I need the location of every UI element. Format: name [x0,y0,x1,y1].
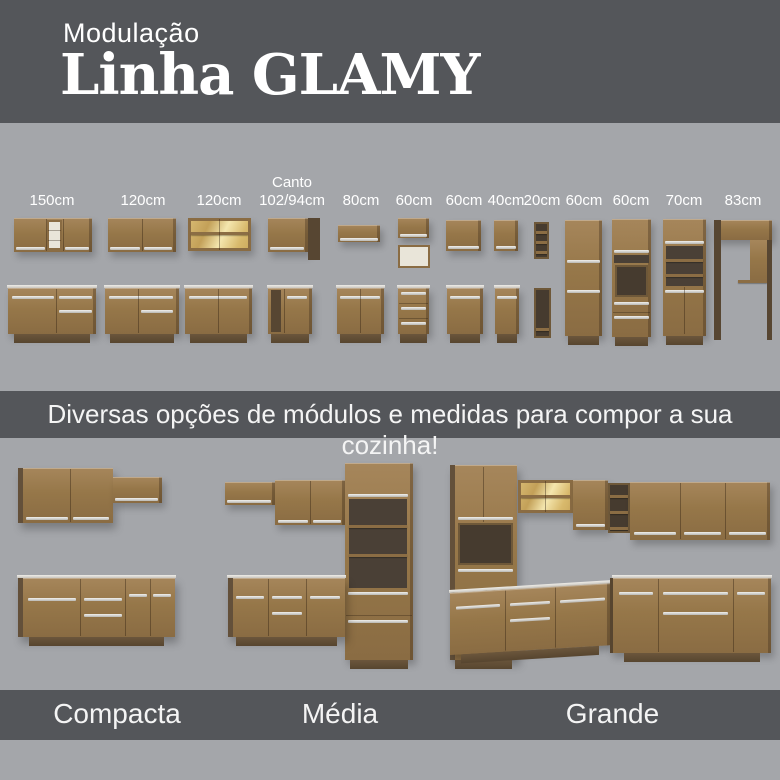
module-60cm-niche [395,123,433,391]
shelf-tower-graphic [663,219,706,336]
module-120cm [105,123,181,391]
module-size-label: 60cm [612,192,650,210]
module-size-label: 60cm [395,192,433,210]
glass-wall-cabinet-graphic [188,218,251,251]
drawer-base-cabinet-graphic [398,288,429,334]
module-size-label: 60cm [565,192,603,210]
module-size-label: 120cm [196,192,242,210]
wall-cabinet-graphic [398,218,429,238]
wall-cabinet-graphic [225,482,275,505]
header-title: Linha GLAMY [60,42,480,108]
glass-wall-cabinet-graphic [518,480,573,513]
module-size-label-line1: Canto [271,173,313,191]
wall-cabinet-graphic [573,480,608,530]
base-run-graphic [18,578,175,637]
module-size-label: 60cm [445,192,483,210]
wall-cabinet-graphic [14,218,92,252]
module-60cm-tall [562,123,606,391]
module-canto [259,123,325,391]
module-size-label: 83cm [724,192,762,210]
module-size-label: 20cm [523,192,561,210]
base-cabinet-graphic [185,288,252,334]
base-cabinet-graphic [8,288,96,334]
module-size-label [259,173,325,211]
kitchen-grande [446,438,776,690]
base-cabinet-graphic [105,288,179,334]
kitchens-section [0,438,780,690]
modules-section [0,123,780,391]
base-cabinet-graphic [447,288,483,334]
base-run-left-graphic [450,583,610,655]
corner-base-cabinet-graphic [268,288,312,334]
kitchen-compacta [14,438,180,690]
kitchen-label-compacta: Compacta [53,698,181,729]
base-cabinet-graphic [337,288,384,334]
wall-cabinet-graphic [113,477,162,503]
wall-cabinet-graphic [446,220,481,251]
wall-cabinet-graphic [494,220,518,251]
module-size-label-line2: 102/94cm [259,192,325,210]
module-83cm-frame [710,123,776,391]
module-80cm [334,123,388,391]
banner-band [0,391,780,460]
base-cabinet-graphic [495,288,519,334]
module-size-label: 120cm [120,192,166,210]
header-band [0,0,780,123]
kitchen-media [222,438,422,690]
module-size-label: 150cm [29,192,75,210]
corner-wall-side-panel [308,218,320,260]
wall-cabinet-graphic [275,480,345,525]
tall-niche-graphic [534,288,551,338]
open-frame-graphic [714,220,772,340]
kitchen-label-grande: Grande [565,698,660,729]
tall-pantry-graphic [565,220,602,336]
module-20cm [523,123,561,391]
banner-text: Diversas opções de módulos e medidas para compor a sua cozinha! [47,399,733,460]
wall-run-graphic [630,482,770,540]
wall-cabinet-graphic [18,468,113,523]
module-60cm [444,123,484,391]
corner-shelf-graphic [608,483,630,533]
module-40cm [487,123,525,391]
wall-cabinet-graphic [108,218,176,252]
base-run-right-graphic [610,578,771,653]
module-120cm-glass [183,123,255,391]
wall-cabinet-graphic [338,225,380,242]
module-size-label: 40cm [487,192,525,210]
microwave-niche-graphic [398,245,430,268]
kitchen-labels-band [0,690,780,740]
base-run-graphic [228,578,345,637]
pantry-tower-graphic [345,463,413,660]
corner-wall-cabinet-graphic [268,218,308,252]
header-subtitle: Modulação [63,18,200,48]
spice-shelf-graphic [534,222,549,259]
module-150cm [6,123,98,391]
module-70cm-tower [660,123,708,391]
kitchen-label-media: Média [301,698,379,729]
module-size-label: 80cm [342,192,380,210]
oven-tower-graphic [612,219,651,337]
module-size-label: 70cm [665,192,703,210]
module-60cm-oven-tower [610,123,652,391]
